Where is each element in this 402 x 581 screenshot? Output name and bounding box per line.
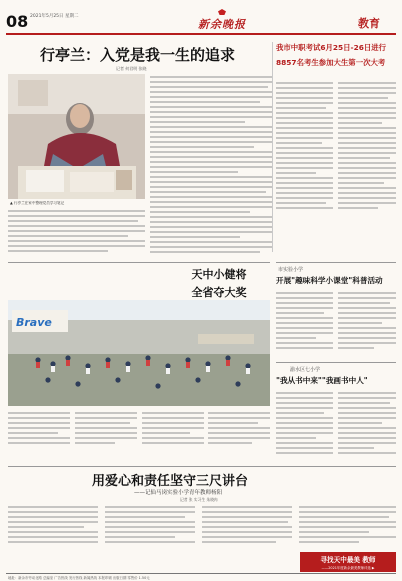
reading-kicker: 市实验小学 [278,267,304,273]
feature-subtitle: ——记仙马岗实验小学青年教师杨阳 [134,490,223,496]
reading-text [276,290,396,360]
promo-box[interactable] [300,552,396,572]
footer-rule [6,573,396,574]
lead-column-divider [272,42,273,252]
exam-title-line1: 我市中职考试6月25日-26日进行 [276,43,387,52]
promo-line1: 寻找天中最美 教师 [320,556,376,564]
reading-title: 开展"趣味科学小课堂"科普活动 [276,276,383,285]
section-label: 教育 [358,17,380,30]
exam-title-line2: 8857名考生参加大生第一次大考 [276,58,386,67]
svg-text:Brave: Brave [16,316,52,329]
lead-title: 行亭兰：入党是我一生的追求 [40,46,236,64]
promo-line2: ——2021年度新余最美教师评选 ▶ [321,566,375,570]
love-kicker: 渝水区七小学 [290,367,321,373]
reading-rule [276,262,396,263]
lead-text-mid [150,74,272,260]
page-number: 08 [6,12,29,31]
exam-text [276,80,396,230]
footer-text: 地址：新余市劳动北路 总编室 广告热线 发行热线 新闻热线 本报印刷 出版日期 零售价 1.50元 [8,576,150,580]
masthead-logo [186,9,258,35]
sports-rule [8,262,270,263]
exam-notice [276,42,396,72]
feature-text [8,504,396,556]
feature-rule [8,466,396,467]
lead-text-left [8,208,145,258]
love-title: "我从书中来""我画书中人" [276,376,368,385]
feature-byline: 记者 张 实习生 朱晓冉 [180,497,218,502]
masthead: 新余晚报 [198,18,246,31]
date-line: 2021年5月25日 星期二 [30,14,79,19]
sports-photo [8,300,270,406]
lead-byline: 记者 何君明 张晓 [116,66,147,71]
lead-photo-caption: ▲ 行亭兰在家中整理党员学习笔记 [10,201,65,205]
lead-photo [8,74,145,199]
love-rule [276,362,396,363]
feature-title: 用爱心和责任坚守三尺讲台 [92,474,249,489]
sports-text [8,410,270,460]
header-rule [6,33,396,35]
love-text [276,390,396,462]
sports-title-line1: 天中小健将 [191,268,247,281]
sports-title-line2: 全省夺大奖 [191,286,247,299]
